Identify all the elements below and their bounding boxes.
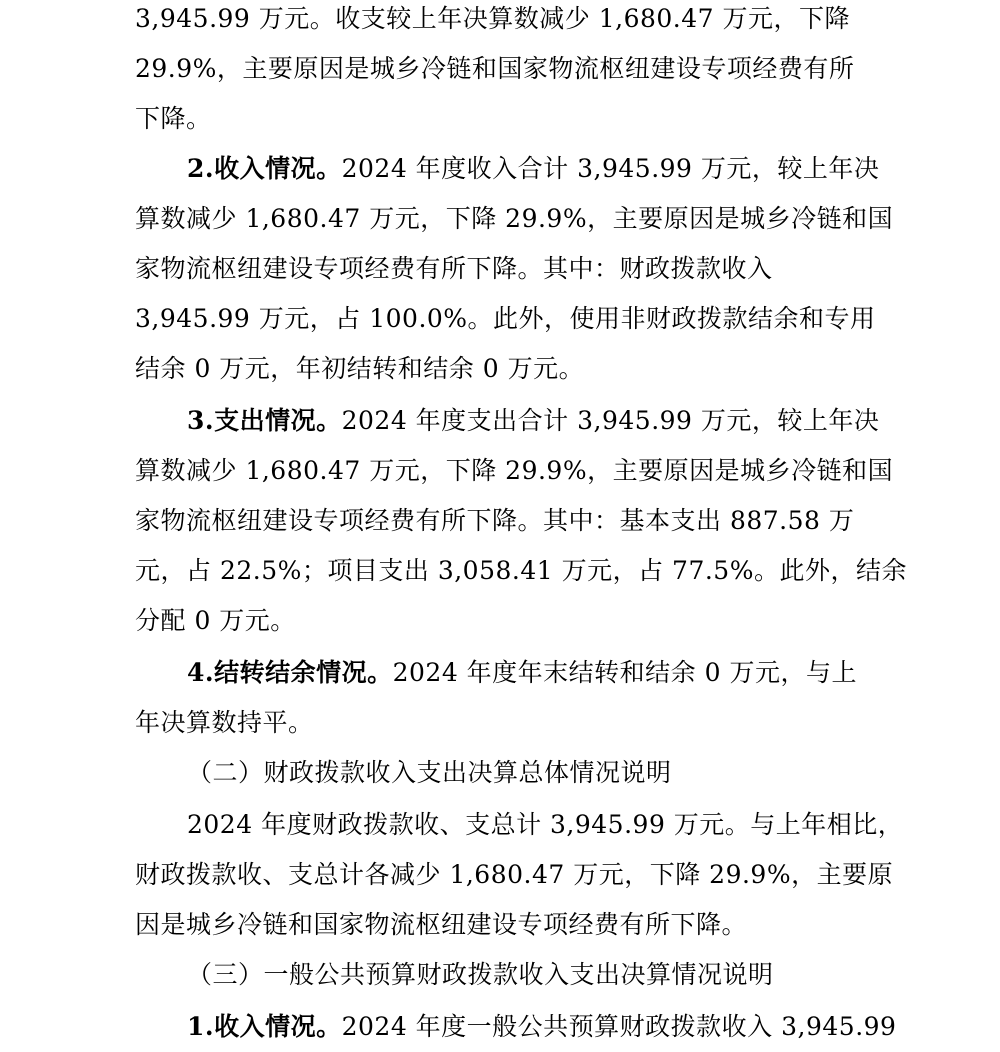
paragraph-text: 2024 年度年末结转和结余 0 万元，与上 bbox=[392, 658, 857, 687]
paragraph-line: 3,945.99 万元，占 100.0%。此外，使用非财政拨款结余和专用 bbox=[135, 304, 876, 333]
paragraph-line: 元，占 22.5%；项目支出 3,058.41 万元，占 77.5%。此外，结余 bbox=[135, 556, 907, 585]
section-heading-expenditure: 3.支出情况。 bbox=[187, 406, 342, 435]
paragraph-line: 财政拨款收、支总计各减少 1,680.47 万元，下降 29.9%，主要原 bbox=[135, 860, 894, 889]
paragraph-line: 3,945.99 万元。收支较上年决算数减少 1,680.47 万元，下降 bbox=[135, 4, 850, 33]
paragraph-line bbox=[187, 648, 857, 698]
paragraph-line: 年决算数持平。 bbox=[135, 708, 314, 737]
section-heading-3: （三）一般公共预算财政拨款收入支出决算情况说明 bbox=[187, 960, 774, 989]
paragraph-text: 2024 年度收入合计 3,945.99 万元，较上年决 bbox=[341, 154, 880, 183]
section-heading-general-income: 1.收入情况。 bbox=[187, 1012, 342, 1041]
paragraph-line bbox=[187, 396, 879, 446]
paragraph-text: 2024 年度支出合计 3,945.99 万元，较上年决 bbox=[341, 406, 880, 435]
paragraph-line: 家物流枢纽建设专项经费有所下降。其中：财政拨款收入 bbox=[135, 254, 773, 283]
paragraph-line bbox=[187, 1002, 896, 1052]
section-heading-income: 2.收入情况。 bbox=[187, 154, 342, 183]
paragraph-line: 算数减少 1,680.47 万元，下降 29.9%，主要原因是城乡冷链和国 bbox=[135, 456, 894, 485]
section-heading-carryover: 4.结转结余情况。 bbox=[187, 658, 393, 687]
paragraph-line: 29.9%，主要原因是城乡冷链和国家物流枢纽建设专项经费有所 bbox=[135, 54, 855, 83]
section-heading-2: （二）财政拨款收入支出决算总体情况说明 bbox=[187, 758, 672, 787]
paragraph-text: 2024 年度一般公共预算财政拨款收入 3,945.99 bbox=[341, 1012, 897, 1041]
paragraph-line: 家物流枢纽建设专项经费有所下降。其中：基本支出 887.58 万 bbox=[135, 506, 855, 535]
paragraph-line: 下降。 bbox=[135, 104, 212, 133]
paragraph-line: 分配 0 万元。 bbox=[135, 606, 296, 635]
paragraph-line: 2024 年度财政拨款收、支总计 3,945.99 万元。与上年相比， bbox=[187, 810, 904, 839]
paragraph-line bbox=[187, 144, 879, 194]
paragraph-line: 结余 0 万元，年初结转和结余 0 万元。 bbox=[135, 354, 585, 383]
paragraph-line: 算数减少 1,680.47 万元，下降 29.9%，主要原因是城乡冷链和国 bbox=[135, 204, 894, 233]
paragraph-line: 因是城乡冷链和国家物流枢纽建设专项经费有所下降。 bbox=[135, 910, 748, 939]
